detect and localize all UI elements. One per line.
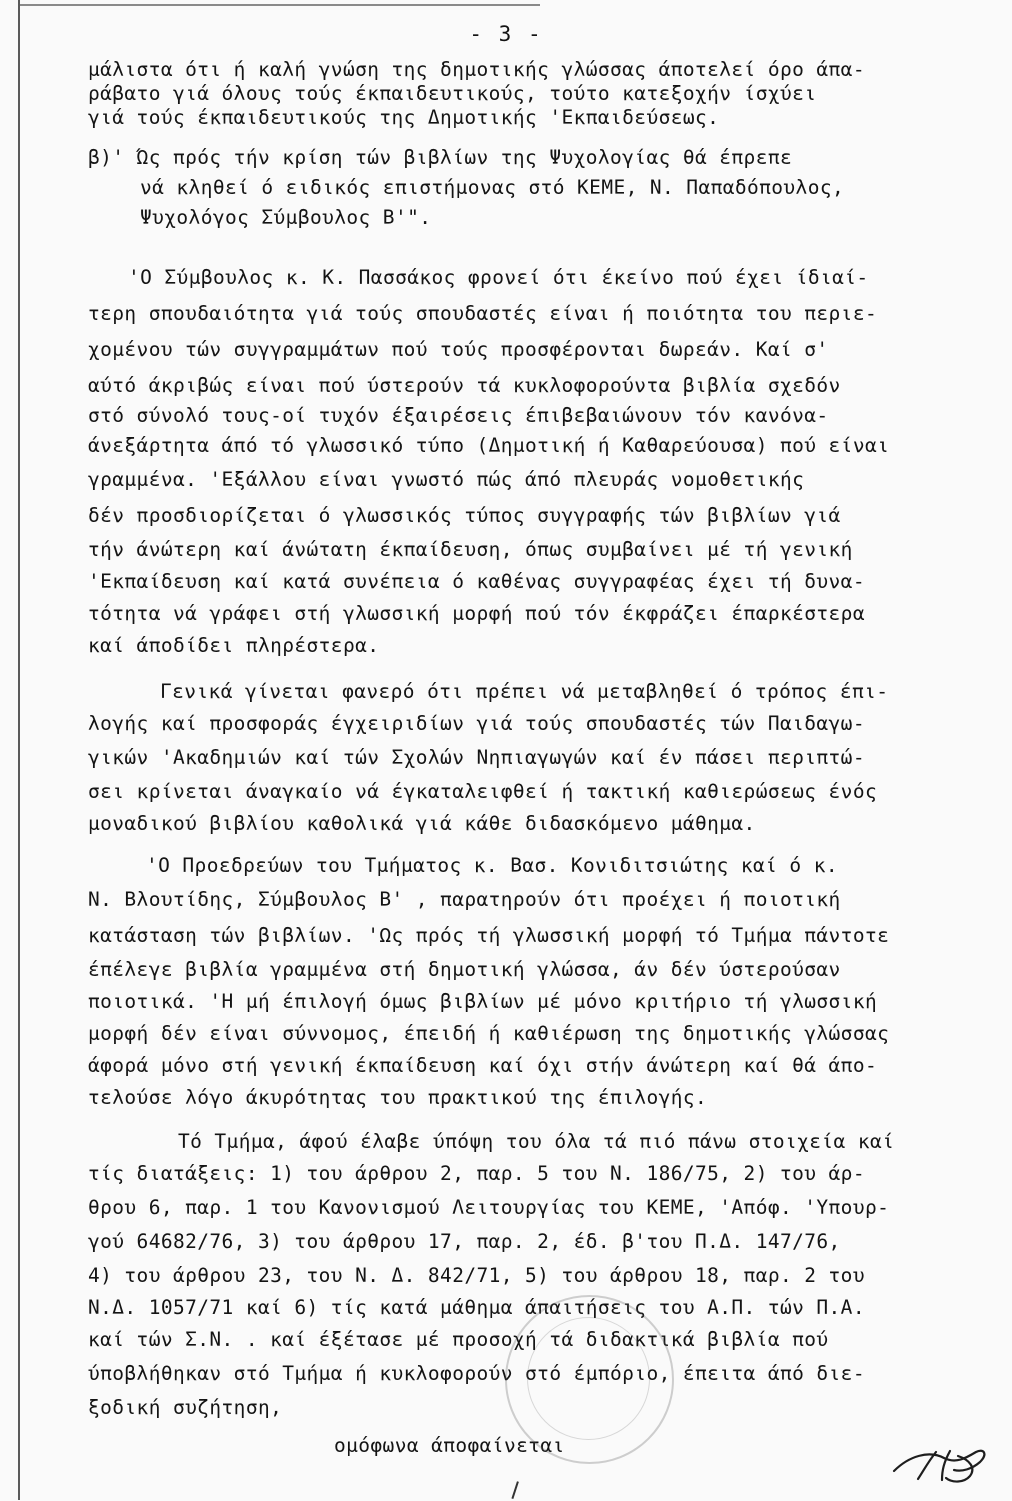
top-edge-line <box>20 4 540 6</box>
text-line: χομένου τών συγγραμμάτων πού τούς προσφέρονται δωρεάν. Καί σ' <box>88 338 829 361</box>
bottom-pen-mark <box>511 1481 524 1501</box>
text-line: σει κρίνεται άναγκαίο νά έγκαταλειφθεί ή τακτική καθιερώσεως ένός <box>88 780 878 803</box>
text-line: νά κληθεί ό ειδικός επιστήμονας στό ΚΕΜΕ, Ν. Παπαδόπουλος, <box>140 176 845 199</box>
text-line: καί τών Σ.Ν. . καί έξέτασε μέ προσοχή τά διδακτικά βιβλία πού <box>88 1328 829 1351</box>
text-line: τελούσε λόγο άκυρότητας του πρακτικού της έπιλογής. <box>88 1086 708 1109</box>
text-line: γραμμένα. 'Εξάλλου είναι γνωστό πώς άπό πλευράς νομοθετικής <box>88 468 805 491</box>
text-line: ομόφωνα άποφαίνεται <box>334 1434 565 1457</box>
text-line: τότητα νά γράφει στή γλωσσική μορφή πού τόν έκφράζει έπαρκέστερα <box>88 602 865 625</box>
text-line: 'Ο Σύμβουλος κ. Κ. Πασσάκος φρονεί ότι έκείνο πού έχει ίδιαί- <box>128 266 869 289</box>
text-line: μορφή δέν είναι σύννομος, έπειδή ή καθιέρωση της δημοτικής γλώσσας <box>88 1022 890 1045</box>
text-line: καί άποδίδει πληρέστερα. <box>88 634 380 657</box>
text-line: μάλιστα ότι ή καλή γνώση της δημοτικής γλώσσας άποτελεί όρο άπα- <box>88 58 865 81</box>
text-line: 'Ο Προεδρεύων του Τμήματος κ. Βασ. Κονιδιτσιώτης καί ό κ. <box>146 854 838 877</box>
text-line: τήν άνώτερη καί άνώτατη έκπαίδευση, όπως συμβαίνει μέ τή γενική <box>88 538 853 561</box>
text-line: κατάσταση τών βιβλίων. 'Ως πρός τή γλωσσική μορφή τό Τμήμα πάντοτε <box>88 924 890 947</box>
text-line: ύποβλήθηκαν στό Τμήμα ή κυκλοφορούν στό έμπόριο, έπειτα άπό διε- <box>88 1362 865 1385</box>
official-stamp <box>505 1295 674 1464</box>
text-line: στό σύνολό τους-οί τυχόν έξαιρέσεις έπιβεβαιώνουν τόν κανόνα- <box>88 404 829 427</box>
text-line: ποιοτικά. 'Η μή έπιλογή όμως βιβλίων μέ μόνο κριτήριο τή γλωσσική <box>88 990 878 1013</box>
page-number: - 3 - <box>469 22 543 46</box>
text-line: τερη σπουδαιότητα γιά τούς σπουδαστές είναι ή ποιότητα του περιε- <box>88 302 878 325</box>
text-line: Ν.Δ. 1057/71 καί 6) τίς κατά μάθημα άπαιτήσεις του Α.Π. τών Π.Α. <box>88 1296 865 1319</box>
text-line: λογής καί προσφοράς έγχειριδίων γιά τούς σπουδαστές τών Παιδαγω- <box>88 712 865 735</box>
text-line: αύτό άκριβώς είναι πού ύστερούν τά κυκλοφορούντα βιβλία σχεδόν <box>88 374 841 397</box>
text-line: γικών 'Ακαδημιών καί τών Σχολών Νηπιαγωγών καί έν πάσει περιπτώ- <box>88 746 865 769</box>
text-line: τίς διατάξεις: 1) του άρθρου 2, παρ. 5 του Ν. 186/75, 2) του άρ- <box>88 1162 865 1185</box>
text-line: άφορά μόνο στή γενική έκπαίδευση καί όχι στήν άνώτερη καί θά άπο- <box>88 1054 878 1077</box>
text-line: Ν. Βλουτίδης, Σύμβουλος Β' , παρατηρούν ότι προέχει ή ποιοτική <box>88 888 841 911</box>
text-line: β)' Ώς πρός τήν κρίση τών βιβλίων της Ψυχολογίας θά έπρεπε <box>88 146 793 169</box>
signature-initials <box>884 1440 994 1488</box>
text-line: Τό Τμήμα, άφού έλαβε ύπόψη του όλα τά πιό πάνω στοιχεία καί <box>178 1130 895 1153</box>
text-line: άνεξάρτητα άπό τό γλωσσικό τύπο (Δημοτική ή Καθαρεύουσα) πού είναι <box>88 434 890 457</box>
text-line: ξοδική συζήτηση, <box>88 1396 283 1419</box>
text-line: γιά τούς έκπαιδευτικούς της Δημοτικής 'Εκπαιδεύσεως. <box>88 106 720 129</box>
text-line: γού 64682/76, 3) του άρθρου 17, παρ. 2, έδ. β'του Π.Δ. 147/76, <box>88 1230 841 1253</box>
text-line: δέν προσδιορίζεται ό γλωσσικός τύπος συγγραφής τών βιβλίων γιά <box>88 504 841 527</box>
text-line: 'Εκπαίδευση καί κατά συνέπεια ό καθένας συγγραφέας έχει τή δυνα- <box>88 570 865 593</box>
text-line: Γενικά γίνεται φανερό ότι πρέπει νά μεταβληθεί ό τρόπος έπι- <box>160 680 889 703</box>
text-line: έπέλεγε βιβλία γραμμένα στή δημοτική γλώσσα, άν δέν ύστερούσαν <box>88 958 841 981</box>
text-line: 4) του άρθρου 23, του Ν. Δ. 842/71, 5) του άρθρου 18, παρ. 2 του <box>88 1264 865 1287</box>
text-line: ράβατο γιά όλους τούς έκπαιδευτικούς, τούτο κατεξοχήν ίσχύει <box>88 82 817 105</box>
text-line: μοναδικού βιβλίου καθολικά γιά κάθε διδασκόμενο μάθημα. <box>88 812 756 835</box>
text-line: Ψυχολόγος Σύμβουλος Β'". <box>140 206 432 229</box>
binding-edge-line <box>18 0 20 1500</box>
text-line: θρου 6, παρ. 1 του Κανονισμού Λειτουργίας του ΚΕΜΕ, 'Απόφ. 'Υπουρ- <box>88 1196 890 1219</box>
